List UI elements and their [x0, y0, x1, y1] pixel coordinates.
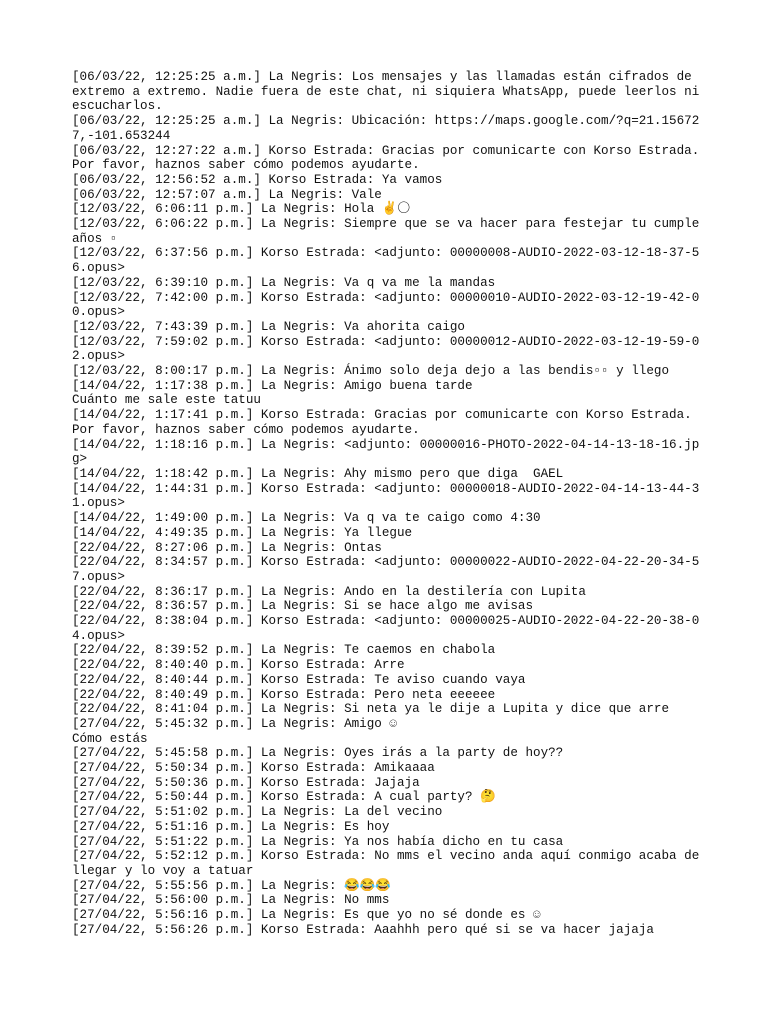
message-line: [22/04/22, 8:40:49 p.m.] Korso Estrada: Pero neta eeeeee: [72, 687, 496, 702]
message-line: [12/03/22, 7:59:02 p.m.] Korso Estrada: <adjunto: 00000012-AUDIO-2022-03-12-19-59-02.opus>: [72, 334, 700, 364]
message-line: Cómo estás: [72, 731, 148, 746]
message-line: [06/03/22, 12:56:52 a.m.] Korso Estrada: Ya vamos: [72, 172, 443, 187]
message-line: [22/04/22, 8:38:04 p.m.] Korso Estrada: <adjunto: 00000025-AUDIO-2022-04-22-20-38-04.opus>: [72, 614, 700, 643]
message-line: [12/03/22, 7:42:00 p.m.] Korso Estrada: <adjunto: 00000010-AUDIO-2022-03-12-19-42-00.opus>: [72, 290, 700, 320]
message-line: [12/03/22, 6:37:56 p.m.] Korso Estrada: <adjunto: 00000008-AUDIO-2022-03-12-18-37-56.opus>: [72, 246, 700, 276]
message-line: [27/04/22, 5:51:16 p.m.] La Negris: Es hoy: [72, 819, 390, 834]
message-line: [22/04/22, 8:36:57 p.m.] La Negris: Si se hace algo me avisas: [72, 599, 534, 614]
message-line: [12/03/22, 7:43:39 p.m.] La Negris: Va ahorita caigo: [72, 319, 465, 334]
message-line: [06/03/22, 12:57:07 a.m.] La Negris: Vale: [72, 187, 382, 202]
message-line: [27/04/22, 5:56:00 p.m.] La Negris: No mms: [72, 893, 390, 908]
message-line: [27/04/22, 5:45:58 p.m.] La Negris: Oyes irás a la party de hoy??: [72, 746, 564, 761]
message-line: [22/04/22, 8:34:57 p.m.] Korso Estrada: <adjunto: 00000022-AUDIO-2022-04-22-20-34-57.opus>: [72, 555, 700, 584]
message-line: [22/04/22, 8:36:17 p.m.] La Negris: Ando en la destilería con Lupita: [72, 584, 586, 599]
message-line: [12/03/22, 6:39:10 p.m.] La Negris: Va q va me la mandas: [72, 275, 496, 290]
message-line: [14/04/22, 1:18:16 p.m.] La Negris: <adjunto: 00000016-PHOTO-2022-04-14-13-18-16.jpg>: [72, 437, 700, 467]
message-line: [14/04/22, 1:44:31 p.m.] Korso Estrada: <adjunto: 00000018-AUDIO-2022-04-14-13-44-31.opus>: [72, 481, 700, 511]
message-line: [12/03/22, 8:00:17 p.m.] La Negris: Ánimo solo deja dejo a las bendis▫▫ y llego: [72, 364, 670, 379]
message-line: [12/03/22, 6:06:22 p.m.] La Negris: Siempre que se va hacer para festejar tu cumpleaños ▫: [72, 217, 700, 246]
message-line: [14/04/22, 4:49:35 p.m.] La Negris: Ya llegue: [72, 525, 413, 540]
message-line: [06/03/22, 12:27:22 a.m.] Korso Estrada: Gracias por comunicarte con Korso Estrada. Por favor, haznos saber cómo podemos ayudarte.: [72, 143, 707, 173]
message-line: [27/04/22, 5:50:44 p.m.] Korso Estrada: A cual party? 🤔: [72, 790, 496, 805]
message-line: [22/04/22, 8:40:40 p.m.] Korso Estrada: Arre: [72, 658, 405, 673]
message-line: [12/03/22, 6:06:11 p.m.] La Negris: Hola ✌️〇: [72, 202, 411, 217]
message-line: [22/04/22, 8:40:44 p.m.] Korso Estrada: Te aviso cuando vaya: [72, 672, 526, 687]
message-line: [27/04/22, 5:45:32 p.m.] La Negris: Amigo ☺: [72, 716, 397, 731]
message-line: [06/03/22, 12:25:25 a.m.] La Negris: Los mensajes y las llamadas están cifrados de extremo a extremo. Nadie fuera de este chat, ni siquiera WhatsApp, puede leerlos ni escucharlos.: [72, 70, 707, 114]
message-line: [14/04/22, 1:49:00 p.m.] La Negris: Va q va te caigo como 4:30: [72, 511, 541, 526]
message-line: [27/04/22, 5:51:22 p.m.] La Negris: Ya nos había dicho en tu casa: [72, 834, 564, 849]
message-line: [27/04/22, 5:50:36 p.m.] Korso Estrada: Jajaja: [72, 775, 420, 790]
message-line: [27/04/22, 5:52:12 p.m.] Korso Estrada: No mms el vecino anda aquí conmigo acaba de llegar y lo voy a tatuar: [72, 849, 707, 878]
message-line: [27/04/22, 5:55:56 p.m.] La Negris: 😂😂😂: [72, 878, 392, 893]
message-line: [27/04/22, 5:56:26 p.m.] Korso Estrada: Aaahhh pero qué si se va hacer jajaja: [72, 922, 654, 937]
message-line: [22/04/22, 8:27:06 p.m.] La Negris: Ontas: [72, 540, 382, 555]
message-line: [14/04/22, 1:18:42 p.m.] La Negris: Ahy mismo pero que diga GAEL: [72, 466, 564, 481]
message-line: [27/04/22, 5:50:34 p.m.] Korso Estrada: Amikaaaa: [72, 761, 435, 776]
message-line: [14/04/22, 1:17:38 p.m.] La Negris: Amigo buena tarde: [72, 378, 473, 393]
message-line: [22/04/22, 8:39:52 p.m.] La Negris: Te caemos en chabola: [72, 643, 496, 658]
message-line: [14/04/22, 1:17:41 p.m.] Korso Estrada: Gracias por comunicarte con Korso Estrada. Por favor, haznos saber cómo podemos ayudarte.: [72, 408, 700, 437]
message-line: [06/03/22, 12:25:25 a.m.] La Negris: Ubicación: https://maps.google.com/?q=21.156727,-101.653244: [72, 114, 700, 143]
message-line: Cuánto me sale este tatuu: [72, 393, 261, 408]
message-line: [27/04/22, 5:51:02 p.m.] La Negris: La del vecino: [72, 805, 443, 820]
message-line: [22/04/22, 8:41:04 p.m.] La Negris: Si neta ya le dije a Lupita y dice que arre: [72, 702, 670, 717]
message-line: [27/04/22, 5:56:16 p.m.] La Negris: Es que yo no sé donde es ☺: [72, 908, 541, 923]
chat-transcript: [72, 70, 707, 937]
